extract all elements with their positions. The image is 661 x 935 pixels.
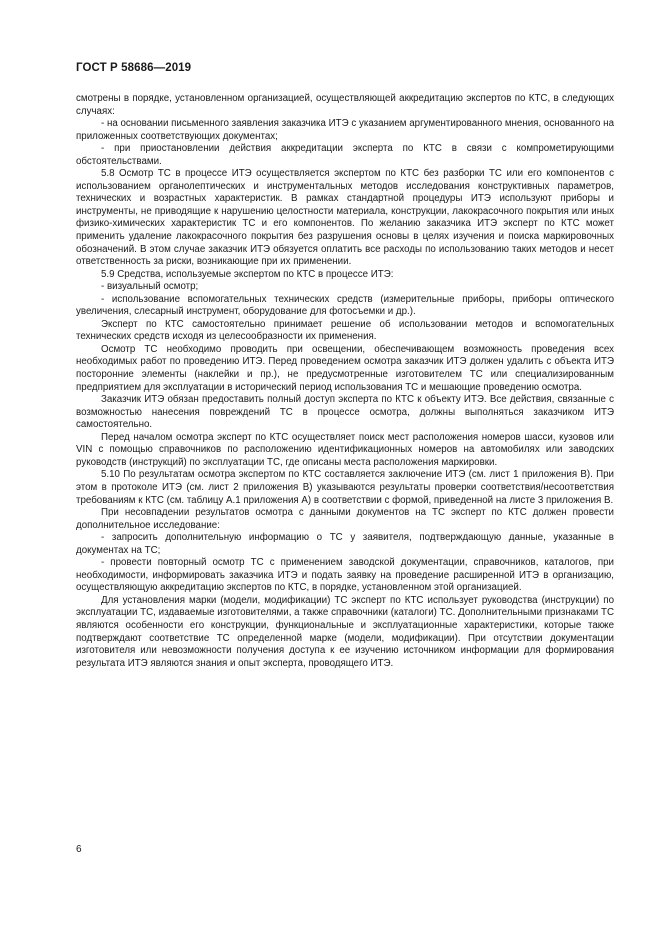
list-item: - при приостановлении действия аккредитации эксперта по КТС в связи с компрометирующими обстоятельствами. xyxy=(76,143,614,167)
list-item: - использование вспомогательных технических средств (измерительные приборы, приборы оптического увеличения, слесарный инструмент, оборудование для фотосъемки и др.). xyxy=(76,293,614,318)
list-item: - запросить дополнительную информацию о ТС у заявителя, подтверждающую данные, указанные в документах на ТС; xyxy=(76,532,614,556)
paragraph: Осмотр ТС необходимо проводить при освещении, обеспечивающем возможность проведения всех необходимых работ по проведению ИТЭ. Перед проведением осмотра заказчик ИТЭ должен удалить с объекта ИТЭ посторонние элементы (наклейки и пр.), не предусмотренные изготовителем ТС или специализированным предприятием для эксплуатации в исторический период использования ТС и мешающие проведению осмотра. xyxy=(76,343,614,393)
list-item: - визуальный осмотр; xyxy=(101,281,199,293)
paragraph: смотрены в порядке, установленном организацией, осуществляющей аккредитацию экспертов по КТС, в следующих случаях: xyxy=(76,93,614,117)
paragraph: Эксперт по КТС самостоятельно принимает решение об использовании методов и вспомогательных технических средств исходя из целесообразности их применения. xyxy=(76,318,614,343)
section-5-9: 5.9 Средства, используемые экспертом по КТС в процессе ИТЭ: xyxy=(101,268,394,280)
page-number: 6 xyxy=(76,844,82,855)
section-5-10: 5.10 По результатам осмотра экспертом по КТС составляется заключение ИТЭ (см. лист 1 приложения В). При этом в протоколе ИТЭ (см. лист 2 приложения В) указываются результаты проверки соответствия/несоответствия требованиям к КТС (см. таблицу А.1 приложения А) в соответствии с формой, приведенной на листе 3 приложения В. xyxy=(76,469,614,506)
document-body xyxy=(76,93,614,670)
list-item: - провести повторный осмотр ТС с применением заводской документации, справочников, каталогов, при необходимости, информировать заказчика ИТЭ и подать заявку на проведение расширенной ИТЭ в организацию, осуществляющую аккредитацию экспертов по КТС, в порядке, установленном этой организацией. xyxy=(76,557,614,594)
paragraph: При несовпадении результатов осмотра с данными документов на ТС эксперт по КТС должен провести дополнительное исследование: xyxy=(76,507,614,531)
paragraph: Для установления марки (модели, модификации) ТС эксперт по КТС использует руководства (инструкции) по эксплуатации ТС, издаваемые изготовителями, а также справочники (каталоги) ТС. Дополнительными признаками ТС являются особенности его конструкции, функциональные и эксплуатационные характеристики, которые также подтверждают соответствие ТС определенной марке (модели, модификации). При отсутствии документации изготовителя или невозможности получения доступа к ее изучению источником информации для формирования результата ИТЭ являются знания и опыт эксперта, проводящего ИТЭ. xyxy=(76,594,614,669)
paragraph: Перед началом осмотра эксперт по КТС осуществляет поиск мест расположения номеров шасси, кузовов или VIN с помощью справочников по расположению идентификационных номеров на автомобилях или заводских руководств (инструкций) по эксплуатации ТС, где описаны места расположения маркировки. xyxy=(76,431,614,468)
document-header: ГОСТ Р 58686—2019 xyxy=(76,62,192,74)
list-item: - на основании письменного заявления заказчика ИТЭ с указанием аргументированного мнения, основанного на приложенных соответствующих документах; xyxy=(76,118,614,142)
section-5-8: 5.8 Осмотр ТС в процессе ИТЭ осуществляется экспертом по КТС без разборки ТС или его компонентов с использованием органолептических и инструментальных методов исследования конструктивных параметров, технических и возрастных характеристик. В рамках стандартной процедуры ИТЭ используют приборы и инструменты, не приводящие к нарушению целостности материала, конструкции, лакокрасочного покрытия или иных физико-химических характеристик ТС и его компонентов. По желанию заказчика ИТЭ эксперт по КТС может применить удаление лакокрасочного покрытия без разрушения основы в целях изучения и поиска маркировочных обозначений. В этом случае заказчик ИТЭ обязуется оплатить все расходы по использованию таких методов и несет ответственность за риски, возникающие при их применении. xyxy=(76,168,614,268)
paragraph: Заказчик ИТЭ обязан предоставить полный доступ эксперта по КТС к объекту ИТЭ. Все действия, связанные с возможностью нанесения повреждений ТС в процессе осмотра, должны выполняться заказчиком ИТЭ самостоятельно. xyxy=(76,394,614,431)
